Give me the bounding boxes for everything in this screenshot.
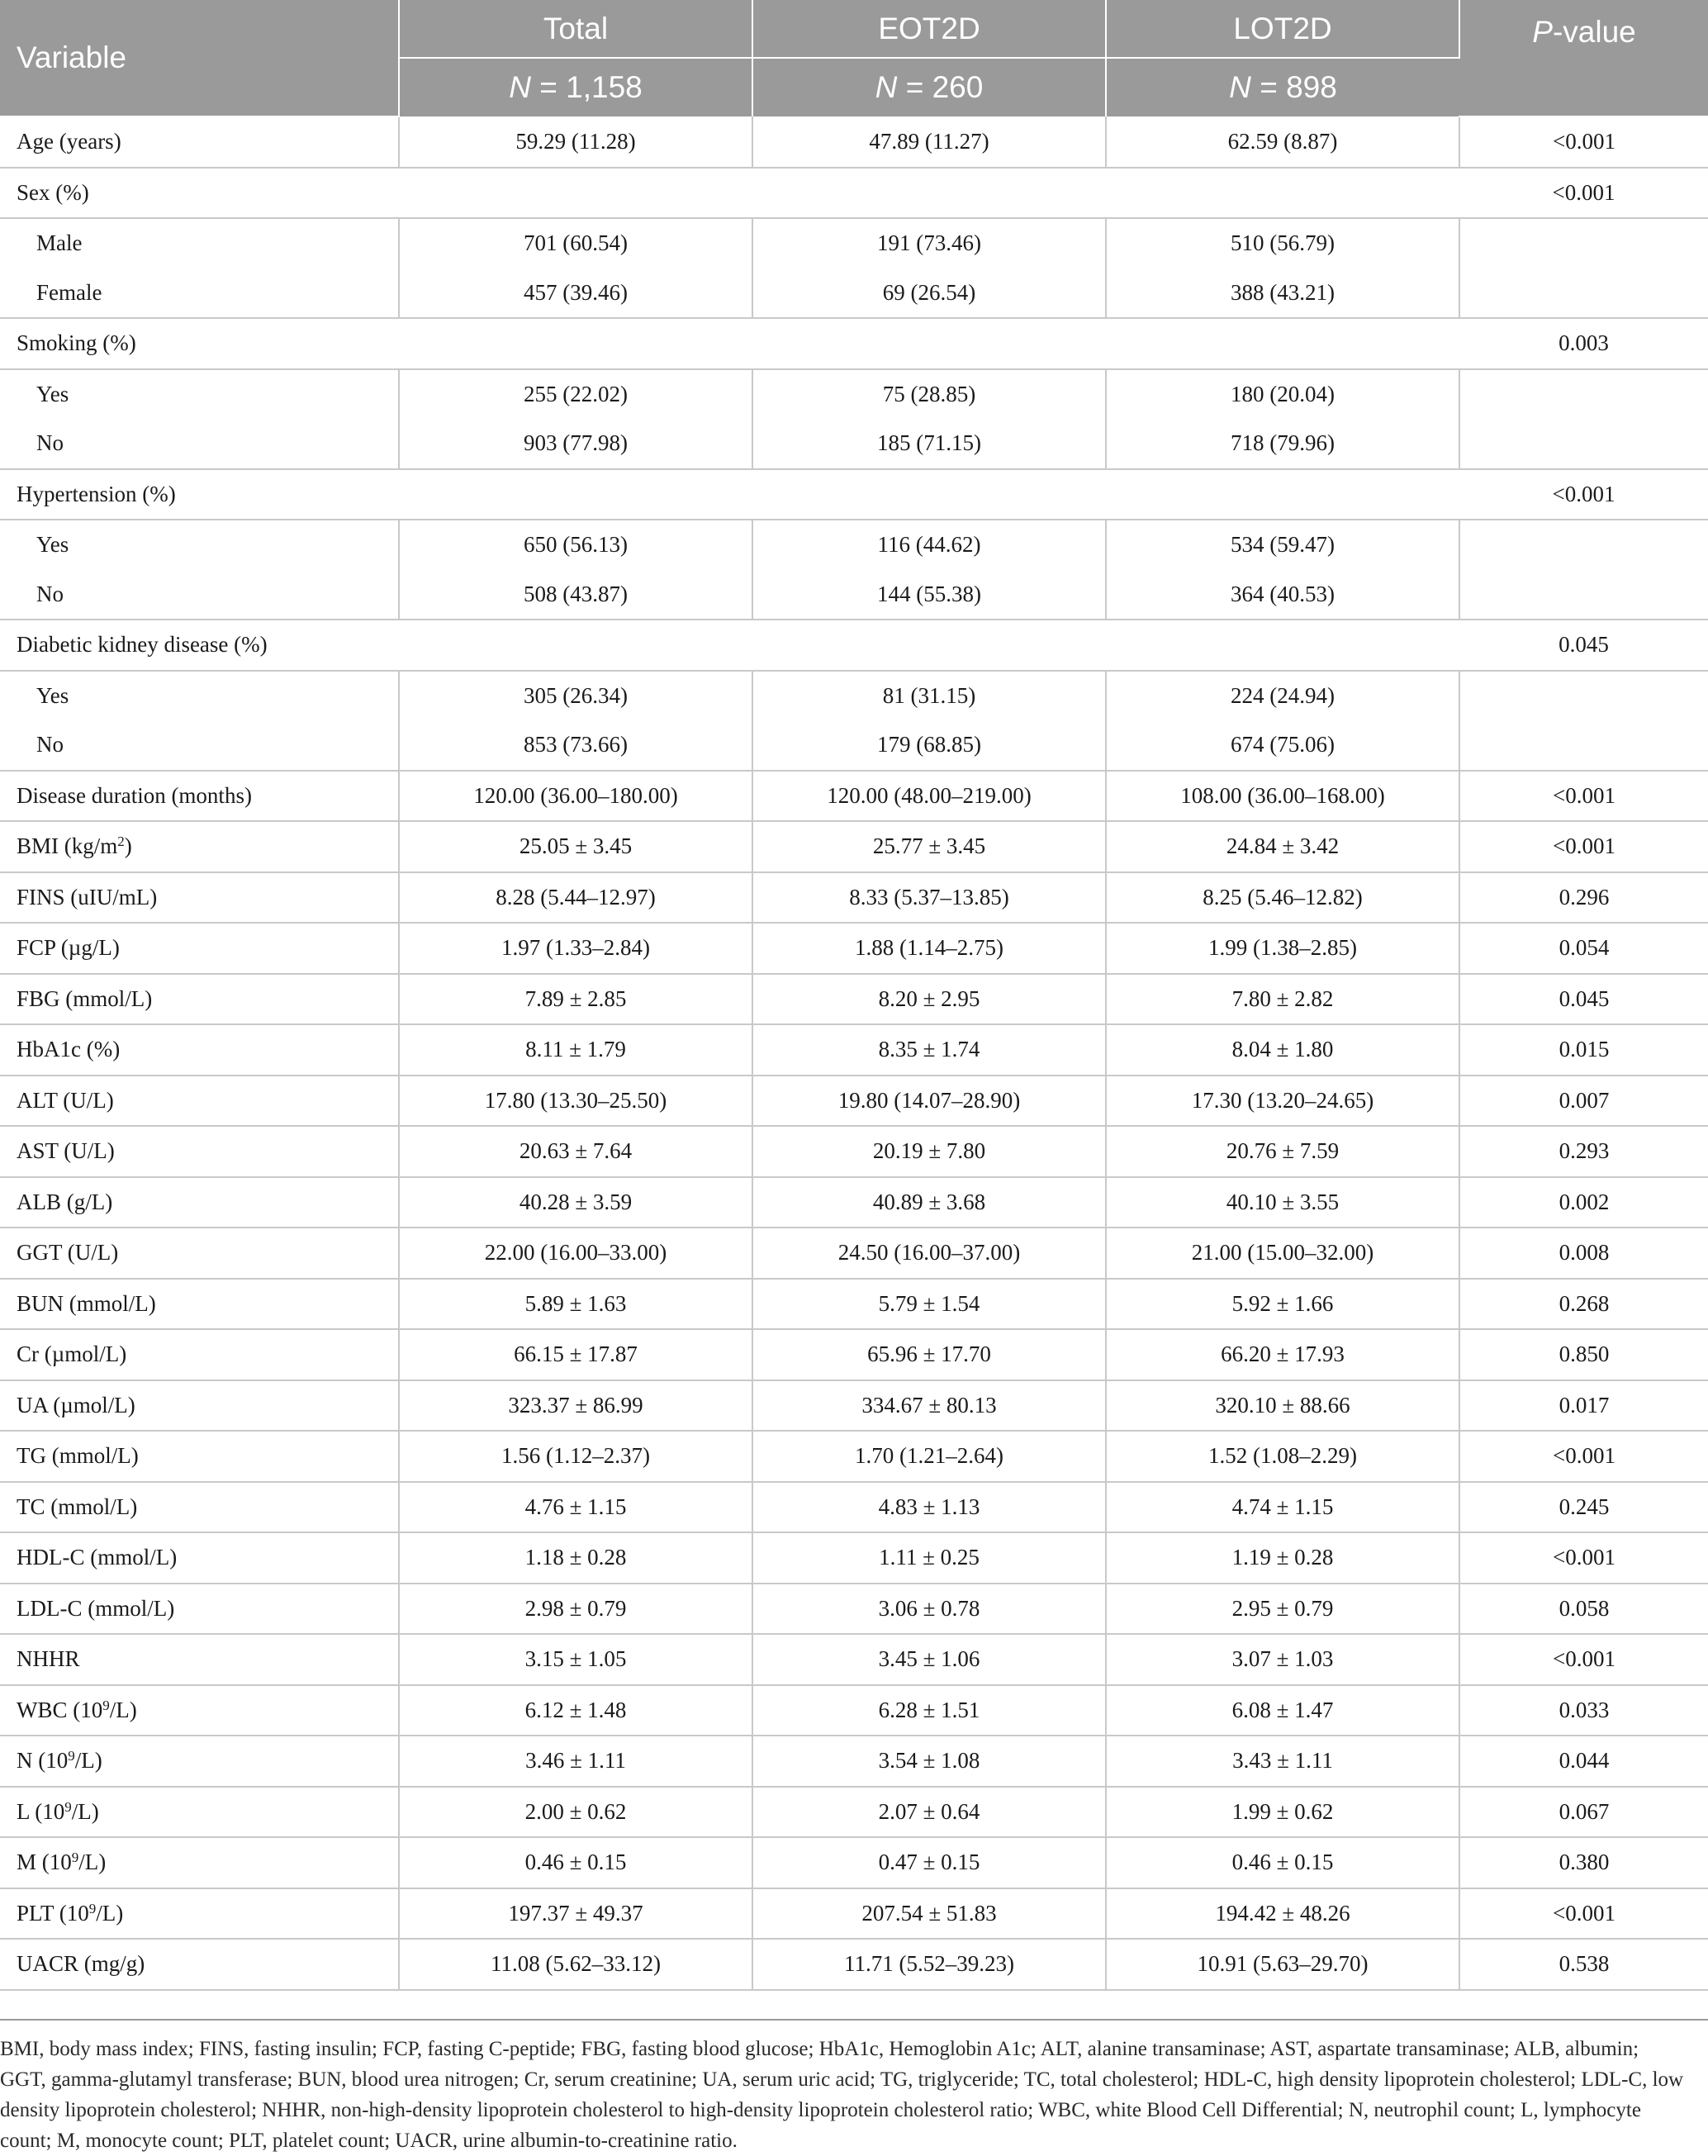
cell-lot2d: 180 (20.04): [1106, 369, 1459, 420]
cell-lot2d: 510 (56.79): [1106, 218, 1459, 268]
cell-pvalue: 0.017: [1459, 1380, 1708, 1432]
cell-lot2d: 1.99 ± 0.62: [1106, 1787, 1459, 1838]
table-row: [0, 671, 1708, 721]
cell-lot2d: 718 (79.96): [1106, 419, 1459, 469]
row-label-text: M (10: [17, 1850, 72, 1875]
cell-lot2d: 21.00 (15.00–32.00): [1106, 1228, 1459, 1279]
row-label: [0, 1736, 399, 1787]
cell-eot2d: 4.83 ± 1.13: [752, 1482, 1106, 1533]
cell-pvalue: [1459, 570, 1708, 620]
row-label-text: GGT (U/L): [17, 1240, 119, 1266]
row-label: [0, 1076, 399, 1127]
cell-total: 508 (43.87): [399, 570, 752, 620]
cell-eot2d: 40.89 ± 3.68: [752, 1177, 1106, 1228]
table-footnote: BMI, body mass index; FINS, fasting insulin; FCP, fasting C-peptide; FBG, fasting blood glucose; HbA1c, Hemoglobin A1c; ALT, alanine transaminase; AST, aspartate transaminase; ALB, albumin; GGT, gamma-glutamyl transferase; BUN, blood urea nitrogen; Cr, serum creatinine; UA, serum uric acid; TG, triglyceride; TC, total cholesterol; HDL-C, high density lipoprotein cholesterol; LDL-C, low density lipoprotein cholesterol; NHHR, non-high-density lipoprotein cholesterol to high-density lipoprotein cholesterol ratio; WBC, white Blood Cell Differential; N, neutrophil count; L, lymphocyte count; M, monocyte count; PLT, platelet count; UACR, urine albumin-to-creatinine ratio.: [0, 2038, 1684, 2152]
cell-lot2d: 108.00 (36.00–168.00): [1106, 771, 1459, 822]
row-label: [0, 369, 399, 420]
row-label: [0, 1126, 399, 1177]
cell-pvalue: 0.044: [1459, 1736, 1708, 1787]
table-row: [0, 974, 1708, 1025]
cell-pvalue: <0.001: [1459, 771, 1708, 822]
cell-lot2d: 62.59 (8.87): [1106, 116, 1459, 168]
footnote-divider: [0, 2019, 1708, 2021]
cell-total: 22.00 (16.00–33.00): [399, 1228, 752, 1279]
row-label: [0, 168, 1459, 219]
cell-pvalue: 0.245: [1459, 1482, 1708, 1533]
row-label-unit-tail: /L): [74, 1748, 102, 1774]
cell-total: 120.00 (36.00–180.00): [399, 771, 752, 822]
cell-total: 2.00 ± 0.62: [399, 1787, 752, 1838]
row-label-unit-tail: /L): [78, 1850, 107, 1875]
row-label-text: Smoking (%): [17, 330, 136, 356]
row-label-text: FCP (µg/L): [17, 935, 120, 961]
cell-total: 3.46 ± 1.11: [399, 1736, 752, 1787]
cell-pvalue: 0.296: [1459, 872, 1708, 924]
cell-total: 20.63 ± 7.64: [399, 1126, 752, 1177]
cell-lot2d: 20.76 ± 7.59: [1106, 1126, 1459, 1177]
cell-lot2d: 534 (59.47): [1106, 520, 1459, 570]
row-label-text: ALT (U/L): [17, 1087, 114, 1113]
cell-pvalue: [1459, 419, 1708, 469]
header-n-lot2d: [1106, 58, 1459, 116]
cell-total: 17.80 (13.30–25.50): [399, 1076, 752, 1127]
row-label: [0, 1787, 399, 1838]
cell-eot2d: 191 (73.46): [752, 218, 1106, 268]
cell-pvalue: <0.001: [1459, 116, 1708, 168]
table-row: [0, 218, 1708, 268]
cell-total: 853 (73.66): [399, 720, 752, 771]
cell-pvalue: 0.045: [1459, 974, 1708, 1025]
cell-total: 1.97 (1.33–2.84): [399, 923, 752, 974]
pvalue-suffix: -value: [1552, 15, 1636, 49]
cell-total: 0.46 ± 0.15: [399, 1837, 752, 1888]
row-label: [0, 1024, 399, 1076]
cell-total: 197.37 ± 49.37: [399, 1888, 752, 1940]
cell-pvalue: <0.001: [1459, 1431, 1708, 1482]
row-label-text: FBG (mmol/L): [17, 985, 153, 1011]
header-eot2d: EOT2D: [752, 0, 1106, 58]
row-label-superscript: 9: [68, 1748, 75, 1764]
n-label: N: [509, 70, 531, 104]
row-label-text: HDL-C (mmol/L): [17, 1545, 178, 1570]
cell-eot2d: 11.71 (5.52–39.23): [752, 1939, 1106, 1990]
cell-total: 11.08 (5.62–33.12): [399, 1939, 752, 1990]
row-label-text: Yes: [36, 682, 69, 708]
table-row: [0, 1837, 1708, 1888]
table-row: [0, 1126, 1708, 1177]
row-label-text: Cr (µmol/L): [17, 1342, 127, 1367]
cell-lot2d: 4.74 ± 1.15: [1106, 1482, 1459, 1533]
cell-eot2d: 81 (31.15): [752, 671, 1106, 721]
row-label-text: TC (mmol/L): [17, 1494, 138, 1519]
cell-total: 25.05 ± 3.45: [399, 821, 752, 872]
table-row: [0, 1532, 1708, 1584]
cell-total: 701 (60.54): [399, 218, 752, 268]
cell-pvalue: 0.538: [1459, 1939, 1708, 1990]
row-label-unit-tail: /L): [109, 1697, 137, 1722]
cell-total: 650 (56.13): [399, 520, 752, 570]
row-label-text: N (10: [17, 1748, 69, 1774]
cell-total: 1.18 ± 0.28: [399, 1532, 752, 1584]
row-label-text: Sex (%): [17, 179, 89, 205]
table-row: [0, 520, 1708, 570]
cell-eot2d: 25.77 ± 3.45: [752, 821, 1106, 872]
row-label-text: No: [36, 581, 64, 606]
cell-lot2d: 674 (75.06): [1106, 720, 1459, 771]
cell-total: 3.15 ± 1.05: [399, 1634, 752, 1685]
cell-total: 457 (39.46): [399, 268, 752, 319]
table-row: [0, 268, 1708, 319]
row-label-text: WBC (10: [17, 1697, 103, 1722]
pvalue-italic-p: P: [1532, 15, 1553, 49]
row-label-text: Female: [36, 279, 102, 305]
cell-pvalue: <0.001: [1459, 168, 1708, 219]
table-row: [0, 1482, 1708, 1533]
cell-eot2d: 116 (44.62): [752, 520, 1106, 570]
cell-eot2d: 1.11 ± 0.25: [752, 1532, 1106, 1584]
row-label-unit-tail: /L): [71, 1798, 99, 1824]
cell-total: 903 (77.98): [399, 419, 752, 469]
cell-total: 40.28 ± 3.59: [399, 1177, 752, 1228]
cell-lot2d: 10.91 (5.63–29.70): [1106, 1939, 1459, 1990]
row-label: [0, 1837, 399, 1888]
cell-lot2d: 194.42 ± 48.26: [1106, 1888, 1459, 1940]
row-label: [0, 1177, 399, 1228]
row-label: [0, 974, 399, 1025]
row-label-text: ALB (g/L): [17, 1189, 113, 1214]
cell-lot2d: 320.10 ± 88.66: [1106, 1380, 1459, 1432]
row-label-text: UACR (mg/g): [17, 1951, 145, 1977]
n-lot2d-value: = 898: [1260, 70, 1337, 104]
row-label: [0, 1584, 399, 1635]
cell-lot2d: 1.52 (1.08–2.29): [1106, 1431, 1459, 1482]
cell-total: 323.37 ± 86.99: [399, 1380, 752, 1432]
cell-pvalue: 0.045: [1459, 620, 1708, 671]
row-label-text: BMI (kg/m: [17, 833, 118, 859]
cell-total: 305 (26.34): [399, 671, 752, 721]
cell-total: 8.11 ± 1.79: [399, 1024, 752, 1076]
row-label: [0, 671, 399, 721]
cell-lot2d: 1.19 ± 0.28: [1106, 1532, 1459, 1584]
row-label-text: Hypertension (%): [17, 481, 176, 506]
cell-pvalue: [1459, 520, 1708, 570]
table-group-row: [0, 318, 1708, 369]
row-label: [0, 1431, 399, 1482]
table-row: [0, 1888, 1708, 1940]
row-label: [0, 821, 399, 872]
row-label: [0, 1329, 399, 1380]
table-row: [0, 1279, 1708, 1330]
n-label: N: [875, 70, 898, 104]
header-n-total: [399, 58, 752, 116]
cell-eot2d: 8.33 (5.37–13.85): [752, 872, 1106, 924]
cell-pvalue: [1459, 218, 1708, 268]
row-label: [0, 771, 399, 822]
table-row: [0, 720, 1708, 771]
row-label: [0, 872, 399, 924]
cell-total: 255 (22.02): [399, 369, 752, 420]
row-label-text: PLT (10: [17, 1900, 89, 1926]
row-label: [0, 116, 399, 168]
row-label: [0, 1228, 399, 1279]
cell-lot2d: 0.46 ± 0.15: [1106, 1837, 1459, 1888]
cell-lot2d: 2.95 ± 0.79: [1106, 1584, 1459, 1635]
cell-eot2d: 20.19 ± 7.80: [752, 1126, 1106, 1177]
header-lot2d: LOT2D: [1106, 0, 1459, 58]
cell-total: 5.89 ± 1.63: [399, 1279, 752, 1330]
cell-eot2d: 19.80 (14.07–28.90): [752, 1076, 1106, 1127]
cell-lot2d: 3.07 ± 1.03: [1106, 1634, 1459, 1685]
row-label: [0, 318, 1459, 369]
header-n-eot2d: [752, 58, 1106, 116]
cell-eot2d: 8.20 ± 2.95: [752, 974, 1106, 1025]
cell-pvalue: 0.002: [1459, 1177, 1708, 1228]
cell-pvalue: [1459, 671, 1708, 721]
table-row: [0, 1736, 1708, 1787]
table-row: [0, 1685, 1708, 1736]
row-label-superscript: 9: [102, 1697, 110, 1713]
cell-lot2d: 8.25 (5.46–12.82): [1106, 872, 1459, 924]
row-label: [0, 1482, 399, 1533]
row-label-text: L (10: [17, 1798, 65, 1824]
row-label-text: Yes: [36, 532, 69, 558]
cell-total: 59.29 (11.28): [399, 116, 752, 168]
table-row: [0, 419, 1708, 469]
table-row: [0, 1431, 1708, 1482]
cell-eot2d: 6.28 ± 1.51: [752, 1685, 1106, 1736]
table-row: [0, 1177, 1708, 1228]
cell-lot2d: 8.04 ± 1.80: [1106, 1024, 1459, 1076]
row-label-superscript: 9: [64, 1798, 72, 1815]
row-label-text: Diabetic kidney disease (%): [17, 632, 268, 658]
row-label-text: No: [36, 732, 64, 757]
cell-pvalue: [1459, 720, 1708, 771]
cell-pvalue: 0.293: [1459, 1126, 1708, 1177]
cell-eot2d: 3.45 ± 1.06: [752, 1634, 1106, 1685]
cell-lot2d: 3.43 ± 1.11: [1106, 1736, 1459, 1787]
row-label: [0, 419, 399, 469]
cell-eot2d: 65.96 ± 17.70: [752, 1329, 1106, 1380]
header-variable: Variable: [0, 0, 399, 116]
table-row: [0, 1787, 1708, 1838]
table-row: [0, 1584, 1708, 1635]
row-label-text: NHHR: [17, 1646, 80, 1672]
row-label: [0, 1532, 399, 1584]
cell-eot2d: 3.06 ± 0.78: [752, 1584, 1106, 1635]
table-row: [0, 1024, 1708, 1076]
table-row: [0, 570, 1708, 620]
cell-eot2d: 179 (68.85): [752, 720, 1106, 771]
row-label-text: TG (mmol/L): [17, 1443, 139, 1469]
cell-pvalue: [1459, 268, 1708, 319]
row-label-text: BUN (mmol/L): [17, 1290, 156, 1316]
cell-lot2d: 5.92 ± 1.66: [1106, 1279, 1459, 1330]
table-group-row: [0, 469, 1708, 520]
table-row: [0, 1076, 1708, 1127]
table-row: [0, 116, 1708, 168]
cell-lot2d: 24.84 ± 3.42: [1106, 821, 1459, 872]
cell-eot2d: 207.54 ± 51.83: [752, 1888, 1106, 1940]
row-label-text: Disease duration (months): [17, 782, 252, 808]
cell-lot2d: 66.20 ± 17.93: [1106, 1329, 1459, 1380]
cell-lot2d: 6.08 ± 1.47: [1106, 1685, 1459, 1736]
cell-pvalue: 0.067: [1459, 1787, 1708, 1838]
cell-total: 1.56 (1.12–2.37): [399, 1431, 752, 1482]
table-row: [0, 872, 1708, 924]
row-label: [0, 469, 1459, 520]
cell-eot2d: 1.88 (1.14–2.75): [752, 923, 1106, 974]
cell-pvalue: 0.033: [1459, 1685, 1708, 1736]
cell-pvalue: <0.001: [1459, 1634, 1708, 1685]
row-label: [0, 620, 1459, 671]
table-row: [0, 821, 1708, 872]
cell-eot2d: 1.70 (1.21–2.64): [752, 1431, 1106, 1482]
cell-pvalue: 0.380: [1459, 1837, 1708, 1888]
cell-eot2d: 47.89 (11.27): [752, 116, 1106, 168]
table-row: [0, 923, 1708, 974]
table-row: [0, 1228, 1708, 1279]
row-label-superscript: 9: [88, 1900, 97, 1916]
row-label: [0, 720, 399, 771]
cell-eot2d: 120.00 (48.00–219.00): [752, 771, 1106, 822]
cell-lot2d: 40.10 ± 3.55: [1106, 1177, 1459, 1228]
row-label: [0, 1380, 399, 1432]
row-label-text: Male: [36, 230, 83, 256]
cell-total: 66.15 ± 17.87: [399, 1329, 752, 1380]
cell-eot2d: 0.47 ± 0.15: [752, 1837, 1106, 1888]
cell-total: 7.89 ± 2.85: [399, 974, 752, 1025]
cell-eot2d: 2.07 ± 0.64: [752, 1787, 1106, 1838]
row-label-unit-tail: /L): [96, 1900, 124, 1926]
table-group-row: [0, 620, 1708, 671]
cell-lot2d: 7.80 ± 2.82: [1106, 974, 1459, 1025]
row-label-superscript: 2: [117, 833, 125, 850]
cell-eot2d: 334.67 ± 80.13: [752, 1380, 1106, 1432]
cell-eot2d: 185 (71.15): [752, 419, 1106, 469]
table-group-row: [0, 168, 1708, 219]
row-label: [0, 520, 399, 570]
row-label-text: HbA1c (%): [17, 1037, 121, 1062]
header-pvalue: [1459, 0, 1708, 116]
cell-pvalue: <0.001: [1459, 821, 1708, 872]
row-label: [0, 1939, 399, 1990]
table-body: [0, 116, 1708, 1990]
cell-pvalue: 0.008: [1459, 1228, 1708, 1279]
cell-pvalue: <0.001: [1459, 1888, 1708, 1940]
cell-eot2d: 144 (55.38): [752, 570, 1106, 620]
cell-eot2d: 3.54 ± 1.08: [752, 1736, 1106, 1787]
cell-eot2d: 69 (26.54): [752, 268, 1106, 319]
cell-pvalue: 0.003: [1459, 318, 1708, 369]
cell-pvalue: 0.015: [1459, 1024, 1708, 1076]
n-label: N: [1229, 70, 1251, 104]
row-label: [0, 570, 399, 620]
row-label: [0, 1888, 399, 1940]
row-label: [0, 268, 399, 319]
cell-total: 6.12 ± 1.48: [399, 1685, 752, 1736]
table-row: [0, 369, 1708, 420]
row-label-text: No: [36, 430, 64, 456]
cell-pvalue: 0.268: [1459, 1279, 1708, 1330]
row-label-text: Age (years): [17, 129, 121, 154]
cell-lot2d: 224 (24.94): [1106, 671, 1459, 721]
cell-lot2d: 1.99 (1.38–2.85): [1106, 923, 1459, 974]
cell-total: 4.76 ± 1.15: [399, 1482, 752, 1533]
cell-eot2d: 24.50 (16.00–37.00): [752, 1228, 1106, 1279]
table-row: [0, 771, 1708, 822]
header-total: Total: [399, 0, 752, 58]
row-label-text: AST (U/L): [17, 1138, 115, 1164]
cell-eot2d: 5.79 ± 1.54: [752, 1279, 1106, 1330]
cell-pvalue: 0.007: [1459, 1076, 1708, 1127]
cell-pvalue: <0.001: [1459, 1532, 1708, 1584]
row-label-text: Yes: [36, 381, 69, 406]
row-label: [0, 1685, 399, 1736]
cell-eot2d: 8.35 ± 1.74: [752, 1024, 1106, 1076]
n-total-value: = 1,158: [539, 70, 643, 104]
cell-lot2d: 388 (43.21): [1106, 268, 1459, 319]
row-label-text: UA (µmol/L): [17, 1392, 135, 1418]
cell-pvalue: 0.058: [1459, 1584, 1708, 1635]
row-label: [0, 218, 399, 268]
cell-pvalue: 0.054: [1459, 923, 1708, 974]
table-row: [0, 1939, 1708, 1990]
cell-pvalue: 0.850: [1459, 1329, 1708, 1380]
row-label-superscript: 9: [71, 1850, 79, 1866]
cell-lot2d: 17.30 (13.20–24.65): [1106, 1076, 1459, 1127]
row-label-text: FINS (uIU/mL): [17, 884, 158, 909]
table-row: [0, 1329, 1708, 1380]
row-label: [0, 1634, 399, 1685]
cell-eot2d: 75 (28.85): [752, 369, 1106, 420]
row-label: [0, 923, 399, 974]
n-eot2d-value: = 260: [905, 70, 984, 104]
row-label: [0, 1279, 399, 1330]
table-header: [0, 0, 1708, 116]
cell-lot2d: 364 (40.53): [1106, 570, 1459, 620]
row-label-unit-tail: ): [124, 833, 132, 859]
table-row: [0, 1634, 1708, 1685]
cell-pvalue: [1459, 369, 1708, 420]
table-row: [0, 1380, 1708, 1432]
cell-total: 8.28 (5.44–12.97): [399, 872, 752, 924]
row-label-text: LDL-C (mmol/L): [17, 1595, 175, 1621]
cell-pvalue: <0.001: [1459, 469, 1708, 520]
cell-total: 2.98 ± 0.79: [399, 1584, 752, 1635]
